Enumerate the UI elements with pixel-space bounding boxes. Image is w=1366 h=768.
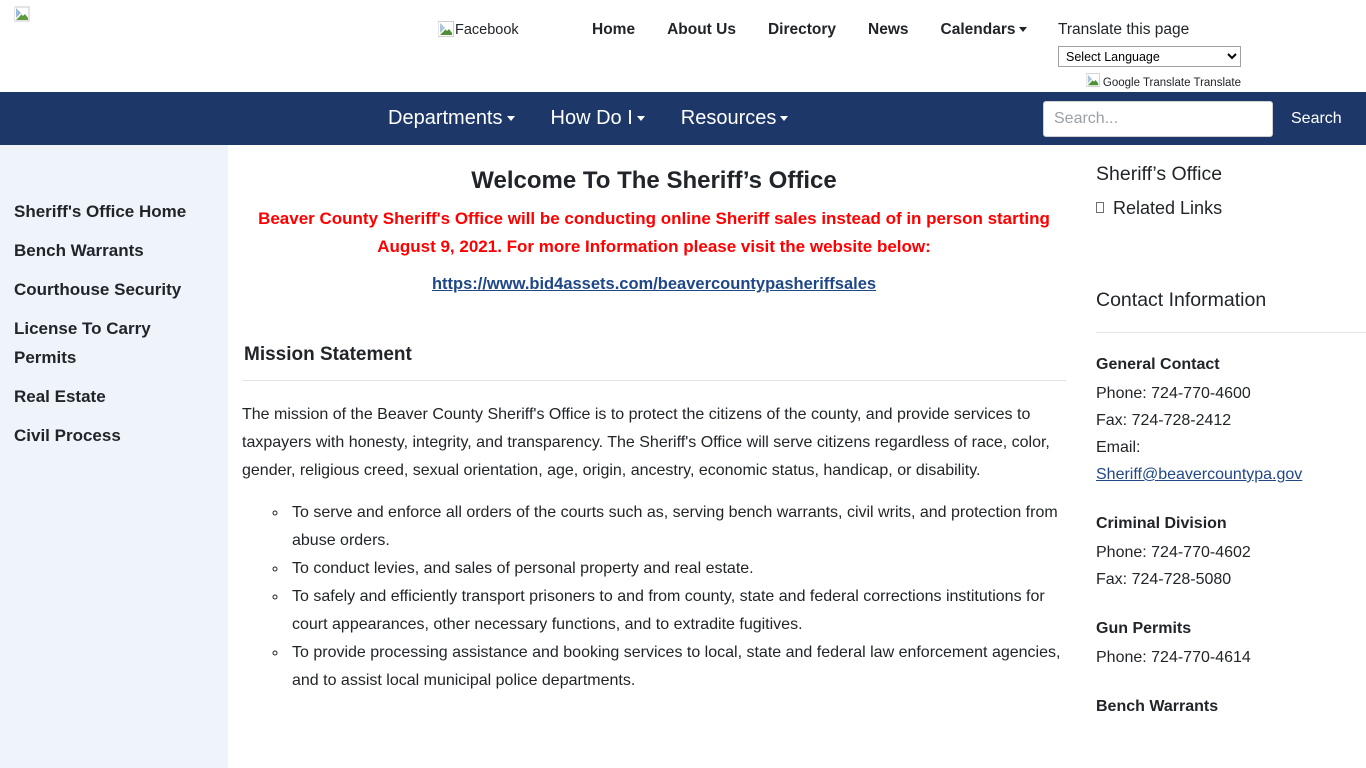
list-item: ◦ To safely and efficiently transport prisoners to and from county, state and federal corrections institutions for court appearances, other necessary functions, and to extradite fugitives. (288, 583, 1066, 639)
sidebar-item-bench-warrants[interactable]: Bench Warrants (14, 241, 144, 260)
sidebar-item-license-to-carry-permits[interactable]: License To Carry Permits (14, 319, 151, 367)
broken-image-icon (438, 21, 454, 37)
list-item: ◦ To serve and enforce all orders of the courts such as, serving bench warrants, civil writs, and protection from abuse orders. (288, 499, 1066, 555)
main-navigation-bar (0, 92, 1366, 145)
contact-group-title: General Contact (1096, 356, 1220, 373)
contact-fax: Fax: 724-728-5080 (1096, 571, 1232, 588)
nav-item-label: Departments (388, 107, 503, 129)
page-body (0, 145, 1366, 768)
chevron-down-icon (780, 116, 788, 121)
top-nav-item-news[interactable] (852, 21, 925, 39)
top-nav-label: News (868, 21, 909, 38)
missing-glyph-icon (1096, 202, 1104, 213)
broken-image-icon (14, 6, 30, 22)
page-title: Welcome To The Sheriff’s Office (471, 167, 837, 194)
section-divider (242, 380, 1066, 381)
main-content (242, 145, 1066, 768)
nav-item-resources[interactable] (663, 107, 807, 130)
left-sidebar (0, 145, 228, 768)
contact-phone: Phone: 724-770-4600 (1096, 385, 1251, 402)
contact-group-general (1096, 351, 1366, 488)
contact-group-title: Criminal Division (1096, 515, 1227, 532)
contact-group-gun-permits (1096, 615, 1366, 671)
main-nav-items (388, 92, 806, 145)
search-button[interactable]: Search (1281, 104, 1352, 134)
broken-image-icon (1086, 73, 1102, 89)
chevron-down-icon (507, 116, 515, 121)
sheriff-sales-alert: Beaver County Sheriff's Office will be conducting online Sheriff sales instead of in person starting August 9, 2021. For more Information please visit the website below: (258, 209, 1050, 256)
facebook-label: Facebook (455, 22, 519, 38)
contact-group-title: Bench Warrants (1096, 698, 1219, 715)
language-select[interactable] (1058, 46, 1241, 67)
site-search (1043, 92, 1352, 145)
top-nav-label: Directory (767, 21, 837, 38)
top-nav-item-about-us[interactable] (651, 21, 752, 39)
bid4assets-link[interactable]: https://www.bid4assets.com/beavercountypasheriffsales (431, 275, 877, 293)
translate-title: Translate this page (1058, 21, 1190, 38)
list-item: ◦ To provide processing assistance and booking services to local, state and federal law enforcement agencies, and to assist local municipal police departments. (288, 639, 1066, 695)
contact-information-heading: Contact Information (1096, 289, 1267, 311)
translate-label: Translate (1193, 77, 1241, 89)
chevron-down-icon (1019, 27, 1027, 32)
top-nav-item-home[interactable] (592, 21, 651, 39)
chevron-down-icon (637, 116, 645, 121)
mission-points-list (242, 499, 1066, 695)
nav-item-label: How Do I (550, 107, 633, 129)
bid-link-container (242, 275, 1066, 294)
search-input[interactable] (1043, 101, 1273, 137)
right-sidebar-title: Sheriff’s Office (1096, 163, 1223, 185)
top-nav-label: Calendars (940, 21, 1016, 38)
sidebar-item-courthouse-security[interactable]: Courthouse Security (14, 280, 182, 299)
contact-phone: Phone: 724-770-4614 (1096, 649, 1251, 666)
sidebar-item-sheriffs-office-home[interactable]: Sheriff's Office Home (14, 202, 187, 221)
contact-fax: Fax: 724-728-2412 (1096, 412, 1232, 429)
contact-group-bench-warrants (1096, 693, 1366, 720)
site-logo-broken-image[interactable] (14, 6, 34, 26)
primary-top-nav (592, 21, 1043, 39)
related-links-label: Related Links (1113, 198, 1223, 218)
top-nav-item-calendars[interactable] (925, 21, 1044, 39)
nav-item-how-do-i[interactable] (533, 107, 663, 130)
facebook-link[interactable] (438, 21, 519, 38)
contact-email-label: Email: (1096, 439, 1141, 456)
related-links-item[interactable] (1096, 195, 1366, 221)
right-sidebar (1096, 145, 1366, 768)
top-nav-label: About Us (667, 21, 736, 38)
contact-divider (1096, 332, 1366, 333)
top-nav-item-directory[interactable] (752, 21, 852, 39)
contact-group-criminal-division (1096, 510, 1366, 593)
sidebar-item-civil-process[interactable]: Civil Process (14, 426, 121, 445)
google-translate-alt-text: Google Translate (1102, 77, 1191, 89)
nav-item-departments[interactable] (388, 107, 533, 130)
top-nav-label: Home (592, 21, 636, 38)
site-header (0, 0, 1366, 92)
sidebar-item-real-estate[interactable]: Real Estate (14, 387, 106, 406)
list-item: ◦ To conduct levies, and sales of personal property and real estate. (288, 555, 1066, 583)
translate-widget (1058, 19, 1241, 89)
mission-statement-heading: Mission Statement (244, 344, 412, 365)
nav-item-label: Resources (680, 107, 777, 129)
contact-phone: Phone: 724-770-4602 (1096, 544, 1251, 561)
google-translate-row[interactable] (1058, 73, 1241, 89)
mission-statement-body: The mission of the Beaver County Sheriff's Office is to protect the citizens of the county, and provide services to taxpayers with honesty, integrity, and transparency. The Sheriff's Office will serve citizens regardless of race, color, gender, religious creed, sexual orientation, age, origin, ancestry, economic status, handicap, or disability. (242, 406, 1050, 479)
contact-email-link[interactable]: Sheriff@beavercountypa.gov (1096, 466, 1303, 483)
contact-group-title: Gun Permits (1096, 620, 1192, 637)
